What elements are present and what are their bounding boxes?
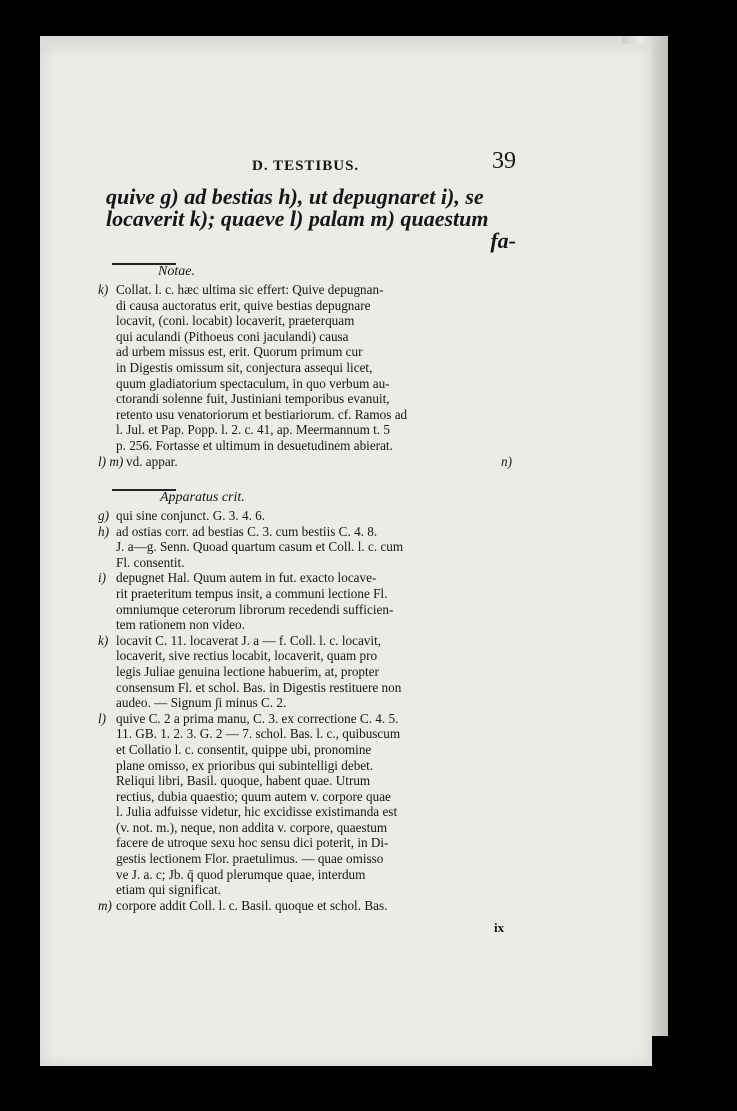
note-line: quum gladiatorium spectaculum, in quo verbum au- (116, 375, 390, 391)
main-text-line: locaverit k); quaeve l) palam m) quaestum (106, 206, 489, 231)
main-text (106, 186, 516, 252)
entry-line: 11. GB. 1. 2. 3. G. 2 — 7. schol. Bas. l. c., quibuscum (116, 726, 401, 742)
entry-line: quive C. 2 a prima manu, C. 3. ex correctione C. 4. 5. (116, 710, 399, 726)
apparatus-entry-m (98, 897, 526, 914)
note-k (98, 282, 526, 454)
note-marker: l) m) (98, 453, 124, 469)
notes-heading: Notae. (158, 264, 195, 279)
entry-line: locaverit, sive rectius locabit, locaverit, quam pro (116, 648, 378, 664)
note-line: Collat. l. c. hæc ultima sic effert: Quive depugnan- (116, 282, 384, 297)
apparatus-block (98, 508, 526, 913)
main-text-line: quive g) ad bestias h), ut depugnaret i), se (106, 184, 484, 209)
entry-line: tem rationem non video. (116, 617, 245, 633)
note-line: ad urbem missus est, erit. Quorum primum cur (116, 344, 363, 360)
entry-line: J. a—g. Senn. Quoad quartum casum et Coll. l. c. cum (116, 539, 404, 555)
entry-marker: m) (98, 897, 112, 913)
note-line: retento usu venatoriorum et bestiariorum. cf. Ramos ad (116, 406, 408, 422)
note-marker-right: n) (501, 453, 512, 469)
entry-line: Fl. consentit. (116, 554, 185, 570)
entry-line: l. Julia adfuisse videtur, hic excidisse existimanda est (116, 804, 398, 820)
catchword: ix (494, 920, 505, 935)
entry-line: legis Juliae genuina lectione habuerim, at, propter (116, 663, 379, 679)
note-line: qui aculandi (Pithoeus coni jaculandi) causa (116, 328, 349, 344)
entry-line: ad ostias corr. ad bestias C. 3. cum bestiis C. 4. 8. (116, 523, 378, 539)
entry-marker: k) (98, 632, 109, 648)
entry-line: consensum Fl. et schol. Bas. in Digestis restituere non (116, 679, 402, 695)
apparatus-entry-g (98, 508, 526, 524)
note-line: p. 256. Fortasse et ultimum in desuetudinem abierat. (116, 437, 393, 453)
entry-line: rit praeteritum tempus insit, a communi lectione Fl. (116, 585, 388, 601)
note-line: in Digestis omissum sit, conjectura assequi licet, (116, 359, 373, 375)
entry-line: depugnet Hal. Quum autem in fut. exacto locave- (116, 570, 377, 586)
entry-marker: i) (98, 570, 107, 586)
note-line: ctorandi solenne fuit, Justiniani temporibus evanuit, (116, 391, 390, 407)
note-lm (98, 453, 526, 470)
entry-line: qui sine conjunct. G. 3. 4. 6. (116, 508, 266, 523)
entry-line: Reliqui libri, Basil. quoque, habent quae. Utrum (116, 773, 371, 789)
entry-line: ve J. a. c; Jb. q̄ quod plerumque quae, interdum (116, 866, 366, 882)
entry-line: rectius, dubia quaestio; quum autem v. corpore quae (116, 788, 391, 804)
apparatus-entry-i (98, 570, 526, 633)
note-line: di causa auctoratus erit, quive bestias depugnare (116, 297, 371, 313)
note-line: l. Jul. et Pap. Popp. l. 2. c. 41, ap. Meermannum t. 5 (116, 422, 390, 438)
entry-line: facere de utroque sexu hoc sensu dici poterit, in Di- (116, 835, 389, 851)
page-number: 39 (492, 148, 516, 174)
note-line: vd. appar. (126, 453, 178, 469)
note-marker: k) (98, 282, 109, 297)
entry-line: omniumque ceterorum librorum recedendi sufficien- (116, 601, 394, 617)
entry-marker: g) (98, 508, 109, 523)
entry-line: (v. not. m.), neque, non addita v. corpore, quaestum (116, 819, 388, 835)
apparatus-entry-h (98, 523, 526, 571)
entry-marker: h) (98, 523, 109, 539)
entry-line: etiam qui significat. (116, 882, 222, 898)
apparatus-entry-l (98, 710, 526, 898)
entry-marker: l) (98, 710, 107, 726)
apparatus-heading: Apparatus crit. (160, 490, 245, 505)
entry-line: corpore addit Coll. l. c. Basil. quoque et schol. Bas. (116, 897, 388, 913)
entry-line: et Collatio l. c. consentit, quippe ubi, pronomine (116, 741, 372, 757)
entry-line: plane omisso, ex prioribus qui subintelligi debet. (116, 757, 374, 773)
entry-line: gestis lectionem Flor. praetulimus. — quae omisso (116, 851, 384, 867)
main-text-line: fa- (490, 228, 516, 253)
notes-block (98, 282, 526, 469)
entry-line: locavit C. 11. locaverat J. a — f. Coll. l. c. locavit, (116, 632, 382, 648)
apparatus-entry-k (98, 632, 526, 711)
note-line: locavit, (coni. locabit) locaverit, praeterquam (116, 313, 355, 329)
running-head: D. TESTIBUS. (252, 158, 360, 174)
entry-line: audeo. — Signum ∫i minus C. 2. (116, 695, 287, 711)
